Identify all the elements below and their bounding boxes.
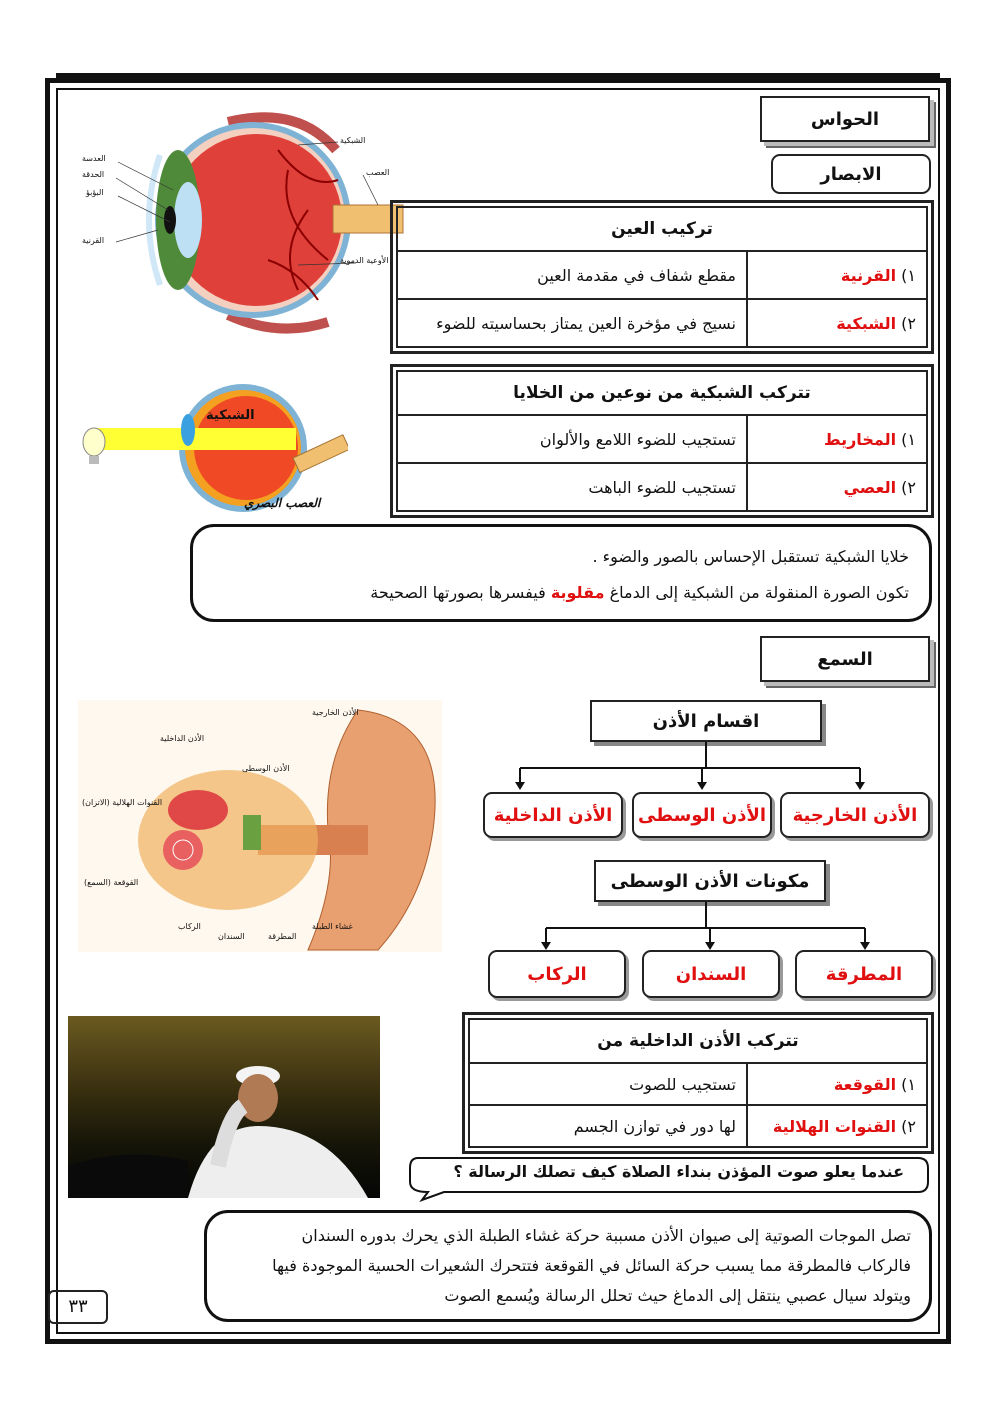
ear-label-middle: الأذن الوسطى [242, 764, 290, 773]
optic-nerve-shape [333, 205, 403, 233]
skull-bone [138, 770, 318, 910]
row-number: ٢) [901, 477, 916, 497]
retina-diagram [78, 380, 348, 518]
row-number: ١) [901, 1074, 916, 1094]
inner-ear-table [468, 1018, 928, 1148]
ear-label-eardrum: غشاء الطبلة [312, 922, 353, 931]
eye-diagram [78, 110, 408, 340]
term-cell [747, 299, 927, 347]
light-beam [96, 428, 296, 450]
eye-structure-title: تركيب العين [397, 207, 927, 251]
question-callout [404, 1152, 932, 1198]
semicircular-canals [168, 790, 228, 830]
middle-ear-connector [480, 900, 940, 952]
cochlea-shape [163, 830, 203, 870]
ear-label-cochlea: القوقعة (السمع) [84, 878, 139, 887]
ear-label-anvil: السندان [218, 932, 245, 941]
middle-ear-anvil: السندان [642, 950, 780, 998]
label-lens: العدسة [82, 154, 106, 163]
desc-cell: لها دور في توازن الجسم [469, 1105, 747, 1147]
ear-label-hammer: المطرقة [268, 932, 297, 941]
term-rods: العصي [843, 477, 897, 497]
term-cell [747, 415, 927, 463]
section-senses: الحواس [760, 96, 930, 142]
small-lens [181, 414, 195, 446]
inner-ear-title: تتركب الأذن الداخلية من [469, 1019, 927, 1063]
table-row [469, 1105, 927, 1147]
desc-cell: تستجيب للضوء اللامع والألوان [397, 415, 747, 463]
label-cornea: القرنية [82, 236, 105, 245]
answer-note [204, 1210, 932, 1322]
term-cones: المخاريط [823, 429, 897, 449]
table-row [469, 1063, 927, 1105]
ear-parts-connector [480, 740, 940, 792]
desc-cell: تستجيب للضوء الباهت [397, 463, 747, 511]
row-number: ١) [901, 265, 916, 285]
ear-parts-title: اقسام الأذن [590, 700, 822, 742]
term-retina: الشبكية [836, 313, 897, 333]
note-highlight-inverted: مقلوبة [550, 583, 605, 602]
muezzin-photo [68, 1016, 380, 1198]
label-retina-bold: الشبكية [206, 408, 255, 423]
bulb-base [89, 456, 99, 464]
label-nerve: العصب [366, 168, 390, 177]
table-row [397, 415, 927, 463]
middle-ear-hammer: المطرقة [795, 950, 933, 998]
table-row [397, 463, 927, 511]
retina-note [190, 524, 932, 622]
label-iris: البؤبؤ [86, 188, 104, 197]
ear-label-inner: الأذن الداخلية [160, 734, 205, 743]
table-row [397, 299, 927, 347]
label-pupil: الحدقة [82, 170, 105, 179]
ear-part-outer: الأذن الخارجية [780, 792, 930, 838]
desc-cell: نسيج في مؤخرة العين يمتاز بحساسيته للضوء [397, 299, 747, 347]
term-cell [747, 1105, 927, 1147]
desc-cell: تستجيب للصوت [469, 1063, 747, 1105]
muezzin-figure [68, 1016, 380, 1198]
ear-anatomy-illustration [78, 700, 442, 952]
row-number: ١) [901, 429, 916, 449]
section-hearing: السمع [760, 636, 930, 682]
row-number: ٢) [901, 313, 916, 333]
bulb-icon [83, 428, 105, 456]
answer-line-3: ويتولد سيال عصبي ينتقل إلى الدماغ حيث تحلل الرسالة ويُسمع الصوت [444, 1286, 911, 1305]
row-number: ٢) [901, 1116, 916, 1136]
question-text: عندما يعلو صوت المؤذن بنداء الصلاة كيف تصلك الرسالة ؟ [453, 1162, 904, 1181]
eye-structure-table [396, 206, 928, 348]
answer-line-2: فالركاب فالمطرقة مما يسبب حركة السائل في القوقعة فتتحرك الشعيرات الحسية الموجودة فيها [272, 1256, 911, 1275]
ear-label-canals: القنوات الهلالية (الاتزان) [82, 798, 163, 807]
note-line-2-start: تكون الصورة المنقولة من الشبكية إلى الدماغ [609, 583, 909, 602]
label-vessels: الأوعية الدموية [340, 256, 389, 265]
retina-cells-title: تتركب الشبكية من نوعين من الخلايا [397, 371, 927, 415]
term-cell [747, 1063, 927, 1105]
lens-shape [174, 182, 202, 258]
desc-cell: مقطع شفاف في مقدمة العين [397, 251, 747, 299]
ear-part-inner: الأذن الداخلية [483, 792, 623, 838]
middle-ear-title: مكونات الأذن الوسطى [594, 860, 826, 902]
term-semicircular-canals: القنوات الهلالية [772, 1116, 897, 1136]
section-vision: الابصار [771, 154, 931, 194]
retina-cells-table [396, 370, 928, 512]
term-cell [747, 251, 927, 299]
term-cell [747, 463, 927, 511]
label-retina: الشبكية [340, 136, 366, 145]
ear-label-stirrup: الركاب [178, 922, 201, 931]
page-number: ٣٣ [48, 1290, 108, 1324]
ear-label-outer: الأذن الخارجية [312, 708, 359, 717]
table-row [397, 251, 927, 299]
term-cornea: القرنية [840, 265, 897, 285]
answer-line-1: تصل الموجات الصوتية إلى صيوان الأذن مسببة حركة غشاء الطبلة الذي يحرك بدوره السندان [301, 1226, 911, 1245]
term-cochlea: القوقعة [833, 1074, 897, 1094]
middle-ear-stirrup: الركاب [488, 950, 626, 998]
label-optic-nerve: العصب البصري [244, 496, 321, 510]
note-line-1: خلايا الشبكية تستقبل الإحساس بالصور والضوء . [592, 547, 909, 566]
note-line-2 [213, 575, 909, 611]
ossicles [243, 815, 261, 850]
ear-diagram [78, 700, 442, 952]
note-line-2-end: فيفسرها بصورتها الصحيحة [370, 583, 546, 602]
ear-part-middle: الأذن الوسطى [632, 792, 772, 838]
